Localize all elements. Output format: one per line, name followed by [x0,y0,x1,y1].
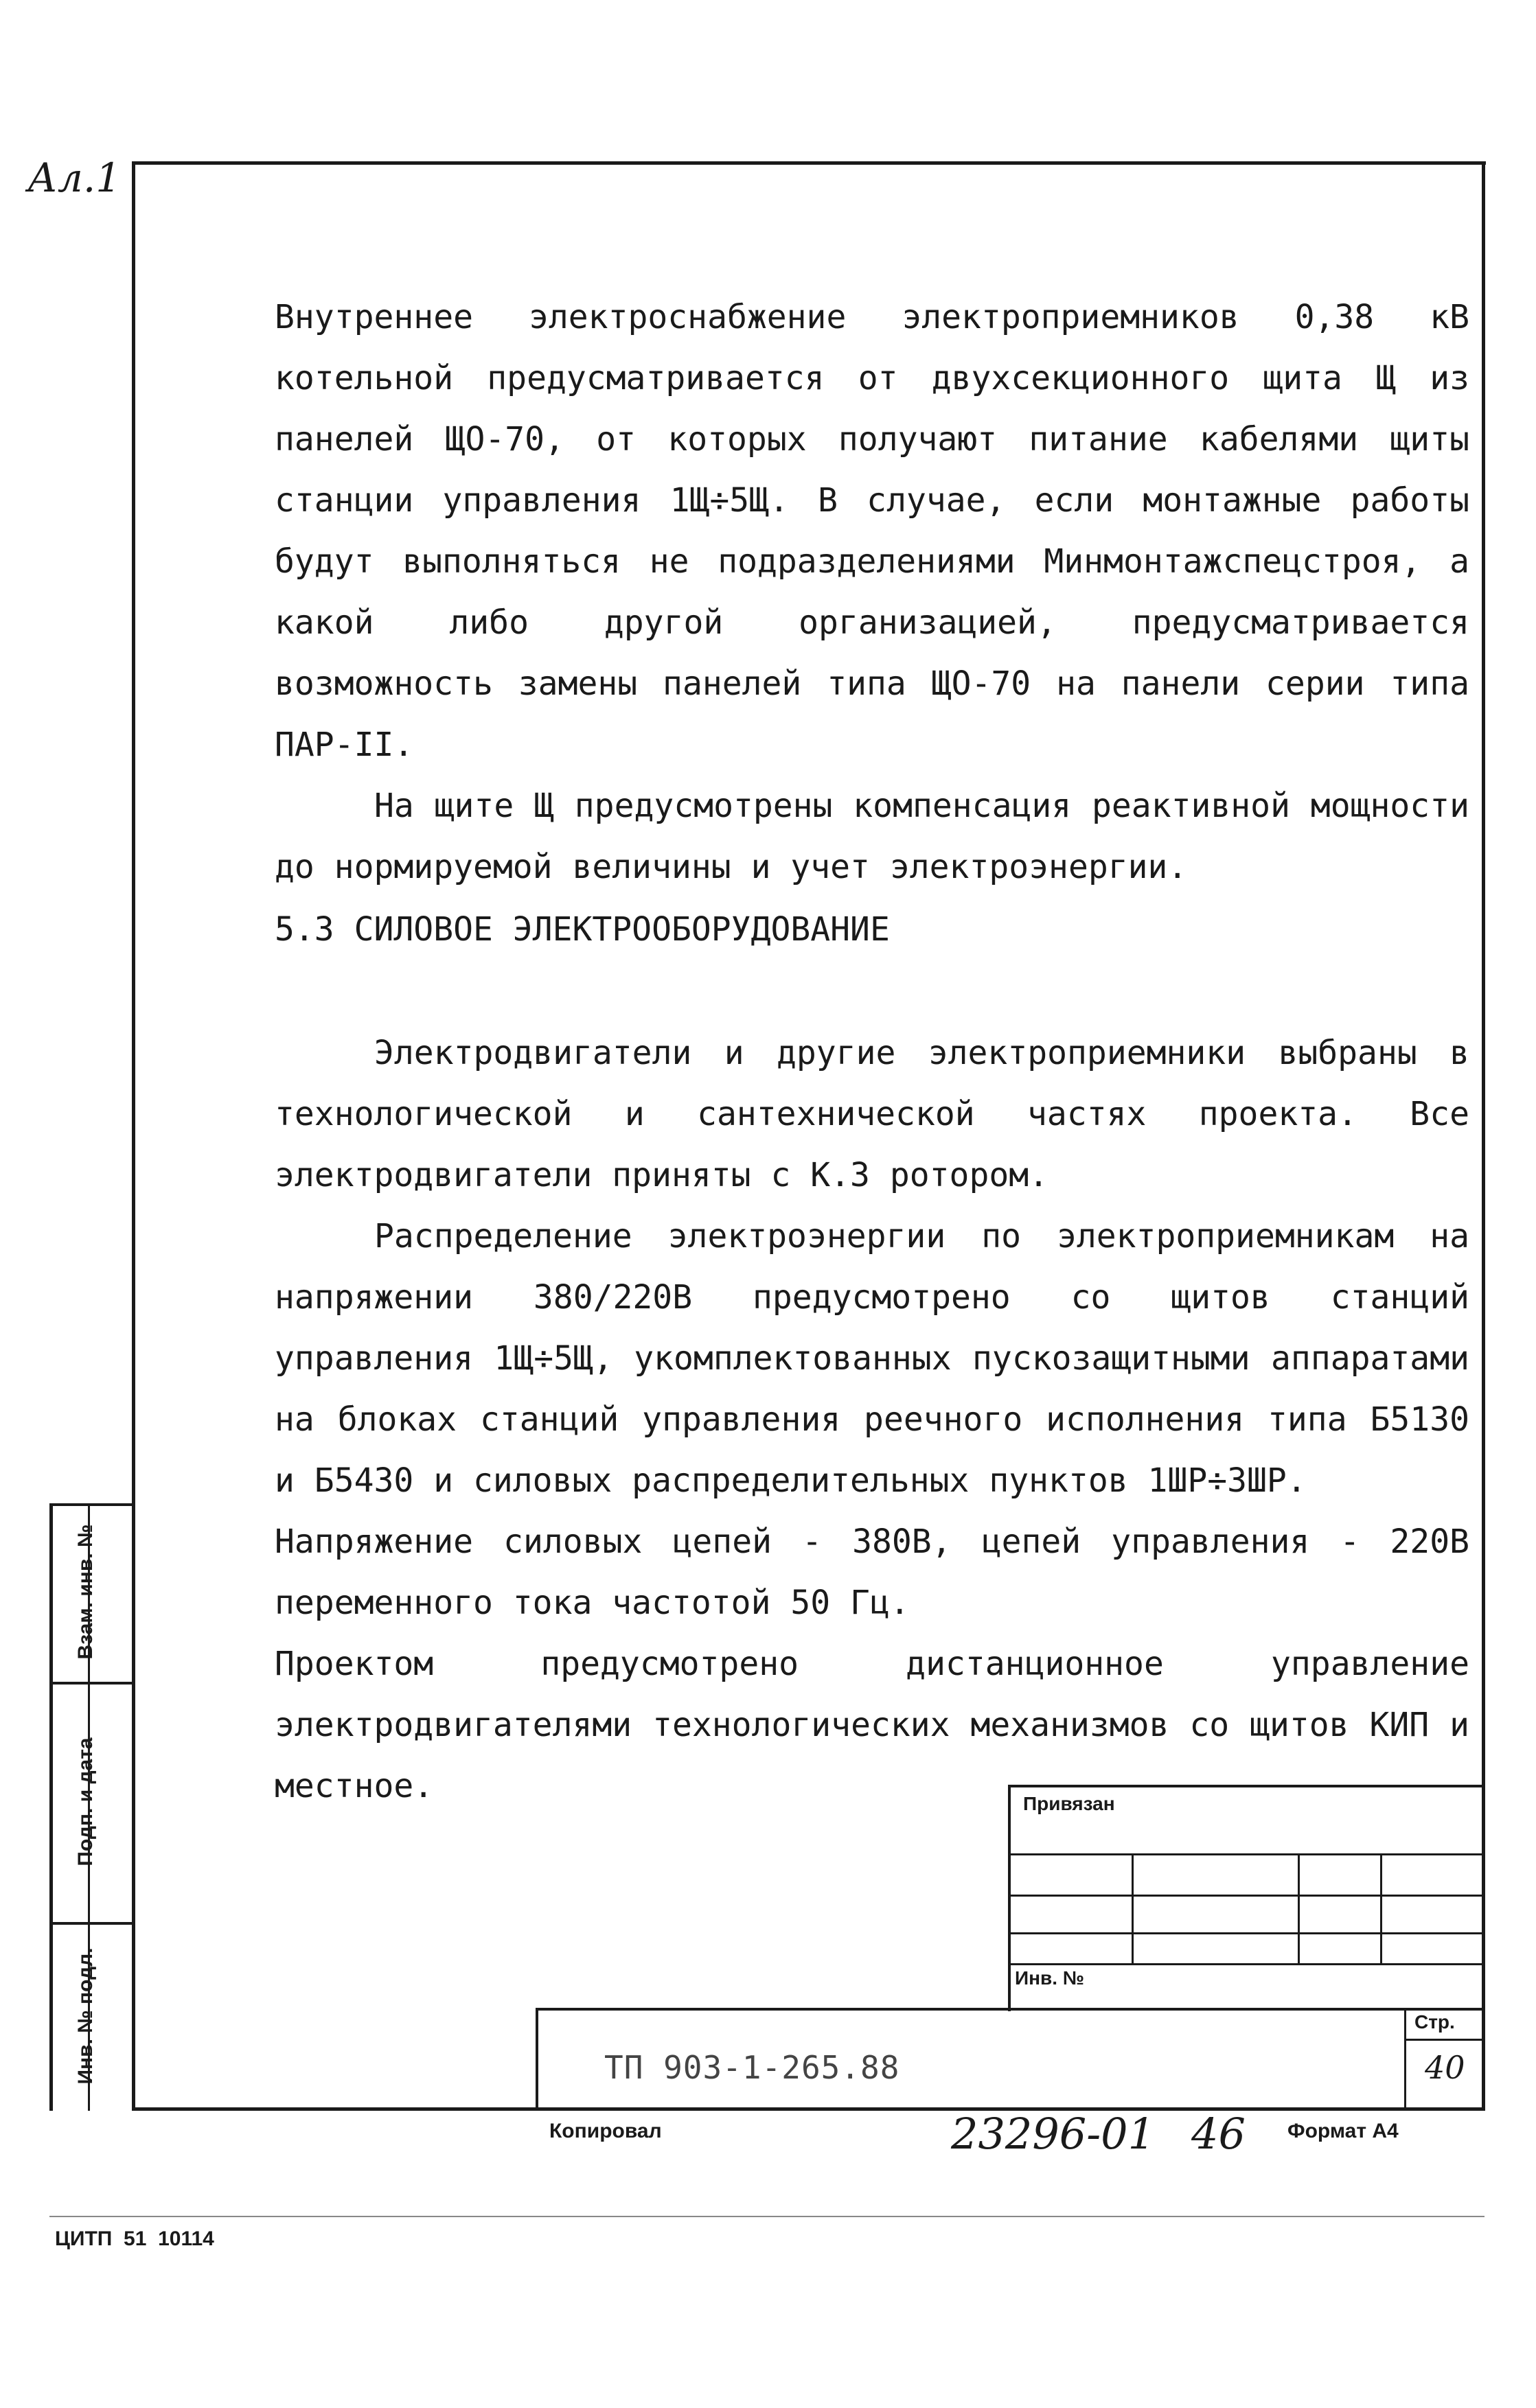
section-text-block [275,1023,1469,1817]
printer-code: ЦИТП 51 10114 [55,2227,214,2250]
paragraph-power-supply: Внутреннее электроснабжение электроприемников 0,38 кВ котельной предусматривается от двухсекционного щита Щ из панелей ЩО-70, от которых получают питание кабелями щиты станции управления 1Щ÷5Щ. В случае, если монтажные работы будут выполняться не подразделениями Минмонтажспецстроя, а какой либо другой организацией, предусматривается возможность замены панелей типа ЩО-70 на панели серии типа ПАР-II. [275,298,1469,764]
paragraph-compensation: На щите Щ предусмотрены компенсация реактивной мощности до нормируемой величины и учет электроэнергии. [275,787,1469,886]
page-label: Стр. [1414,2011,1455,2033]
order-number: 23296-01 [951,2109,1156,2159]
side-label-podp-data: Подп. и дата [74,1737,97,1866]
side-label-inv-podl: Инв. № подл. [74,1947,97,2085]
sheet-mark: Ал.1 [27,154,122,201]
privyazan-label: Привязан [1023,1793,1115,1814]
kopiroval-label: Копировал [549,2120,662,2142]
paragraph-motors: Электродвигатели и другие электроприемники выбраны в технологической и сантехнической частях проекта. Все электродвигатели приняты с К.З ротором. [275,1034,1469,1194]
format-label: Формат А4 [1287,2120,1399,2142]
section-heading-block [275,899,1469,960]
paragraph-control: Проектом предусмотрено дистанционное управление электродвигателями технологических механизмов со щитов КИП и местное. [275,1645,1469,1805]
paragraph-distribution: Распределение электроэнергии по электроприемникам на напряжении 380/220В предусмотрено со щитов станций управления 1Щ÷5Щ, укомплектованных пускозащитными аппаратами на блоках станций управления реечного исполнения типа Б5130 и Б5430 и силовых распределительных пунктов 1ШР÷3ШР. [275,1217,1469,1500]
paragraph-voltage: Напряжение силовых цепей - 380В, цепей управления - 220В переменного тока частотой 50 Гц. [275,1523,1469,1622]
page-number: 40 [1425,2049,1465,2086]
intro-text-block [275,287,1469,898]
document-code: ТП 903-1-265.88 [604,2049,900,2086]
sheet-count: 46 [1191,2109,1246,2159]
side-label-vzam-inv: Взам. инв. № [74,1524,97,1660]
inv-number-label: Инв. № [1015,1967,1085,1989]
section-heading: 5.3 СИЛОВОЕ ЭЛЕКТРООБОРУДОВАНИЕ [275,910,890,949]
